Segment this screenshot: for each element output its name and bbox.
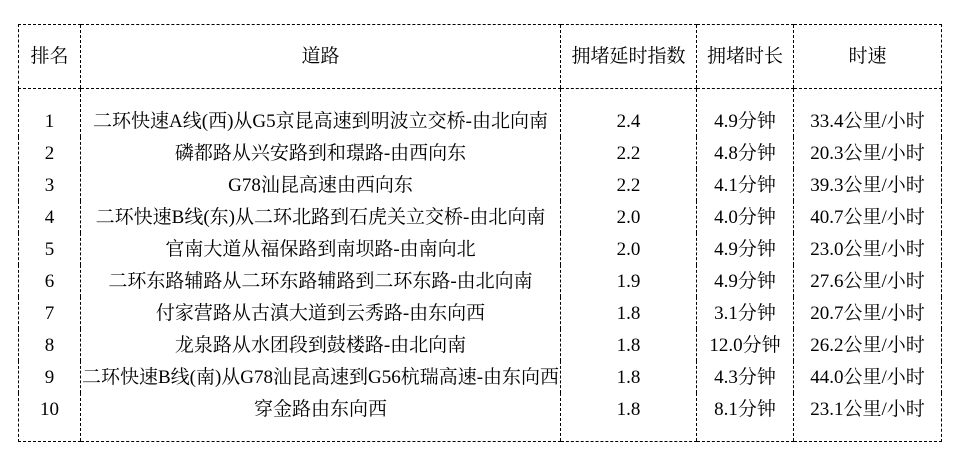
speed-cell: 33.4公里/小时 — [794, 89, 942, 138]
rank-cell: 5 — [19, 233, 81, 265]
table-row — [19, 201, 942, 233]
road-cell: 官南大道从福保路到南坝路-由南向北 — [81, 233, 561, 265]
table-row — [19, 233, 942, 265]
road-cell: 磷都路从兴安路到和璟路-由西向东 — [81, 137, 561, 169]
table-body — [19, 89, 942, 442]
duration-cell: 4.9分钟 — [697, 265, 794, 297]
table-header — [19, 25, 942, 89]
duration-cell: 4.1分钟 — [697, 169, 794, 201]
rank-cell: 9 — [19, 361, 81, 393]
congestion-ranking-table — [18, 24, 942, 442]
rank-cell: 2 — [19, 137, 81, 169]
speed-cell: 44.0公里/小时 — [794, 361, 942, 393]
rank-cell: 10 — [19, 393, 81, 442]
duration-cell: 4.0分钟 — [697, 201, 794, 233]
header-rank: 排名 — [19, 25, 81, 89]
duration-cell: 3.1分钟 — [697, 297, 794, 329]
road-cell: 二环快速B线(东)从二环北路到石虎关立交桥-由北向南 — [81, 201, 561, 233]
delay-index-cell: 1.8 — [561, 393, 697, 442]
speed-cell: 20.7公里/小时 — [794, 297, 942, 329]
road-cell: 二环快速B线(南)从G78汕昆高速到G56杭瑞高速-由东向西 — [81, 361, 561, 393]
header-duration: 拥堵时长 — [697, 25, 794, 89]
delay-index-cell: 1.8 — [561, 361, 697, 393]
road-cell: 穿金路由东向西 — [81, 393, 561, 442]
road-cell: G78汕昆高速由西向东 — [81, 169, 561, 201]
duration-cell: 12.0分钟 — [697, 329, 794, 361]
rank-cell: 6 — [19, 265, 81, 297]
delay-index-cell: 2.0 — [561, 201, 697, 233]
rank-cell: 8 — [19, 329, 81, 361]
table-row — [19, 361, 942, 393]
road-cell: 龙泉路从水团段到鼓楼路-由北向南 — [81, 329, 561, 361]
speed-cell: 27.6公里/小时 — [794, 265, 942, 297]
speed-cell: 26.2公里/小时 — [794, 329, 942, 361]
table-row — [19, 169, 942, 201]
speed-cell: 20.3公里/小时 — [794, 137, 942, 169]
rank-cell: 7 — [19, 297, 81, 329]
table-row — [19, 137, 942, 169]
speed-cell: 39.3公里/小时 — [794, 169, 942, 201]
duration-cell: 4.3分钟 — [697, 361, 794, 393]
rank-cell: 4 — [19, 201, 81, 233]
duration-cell: 4.9分钟 — [697, 233, 794, 265]
delay-index-cell: 1.8 — [561, 297, 697, 329]
table-row — [19, 393, 942, 442]
speed-cell: 40.7公里/小时 — [794, 201, 942, 233]
road-cell: 付家营路从古滇大道到云秀路-由东向西 — [81, 297, 561, 329]
duration-cell: 4.8分钟 — [697, 137, 794, 169]
header-road: 道路 — [81, 25, 561, 89]
delay-index-cell: 1.9 — [561, 265, 697, 297]
header-delay-index: 拥堵延时指数 — [561, 25, 697, 89]
duration-cell: 8.1分钟 — [697, 393, 794, 442]
delay-index-cell: 2.0 — [561, 233, 697, 265]
delay-index-cell: 1.8 — [561, 329, 697, 361]
road-cell: 二环快速A线(西)从G5京昆高速到明波立交桥-由北向南 — [81, 89, 561, 138]
delay-index-cell: 2.2 — [561, 169, 697, 201]
delay-index-cell: 2.2 — [561, 137, 697, 169]
speed-cell: 23.1公里/小时 — [794, 393, 942, 442]
rank-cell: 1 — [19, 89, 81, 138]
duration-cell: 4.9分钟 — [697, 89, 794, 138]
table-row — [19, 297, 942, 329]
delay-index-cell: 2.4 — [561, 89, 697, 138]
table-row — [19, 329, 942, 361]
header-speed: 时速 — [794, 25, 942, 89]
table-row — [19, 89, 942, 138]
table-row — [19, 265, 942, 297]
rank-cell: 3 — [19, 169, 81, 201]
header-row — [19, 25, 942, 89]
road-cell: 二环东路辅路从二环东路辅路到二环东路-由北向南 — [81, 265, 561, 297]
speed-cell: 23.0公里/小时 — [794, 233, 942, 265]
